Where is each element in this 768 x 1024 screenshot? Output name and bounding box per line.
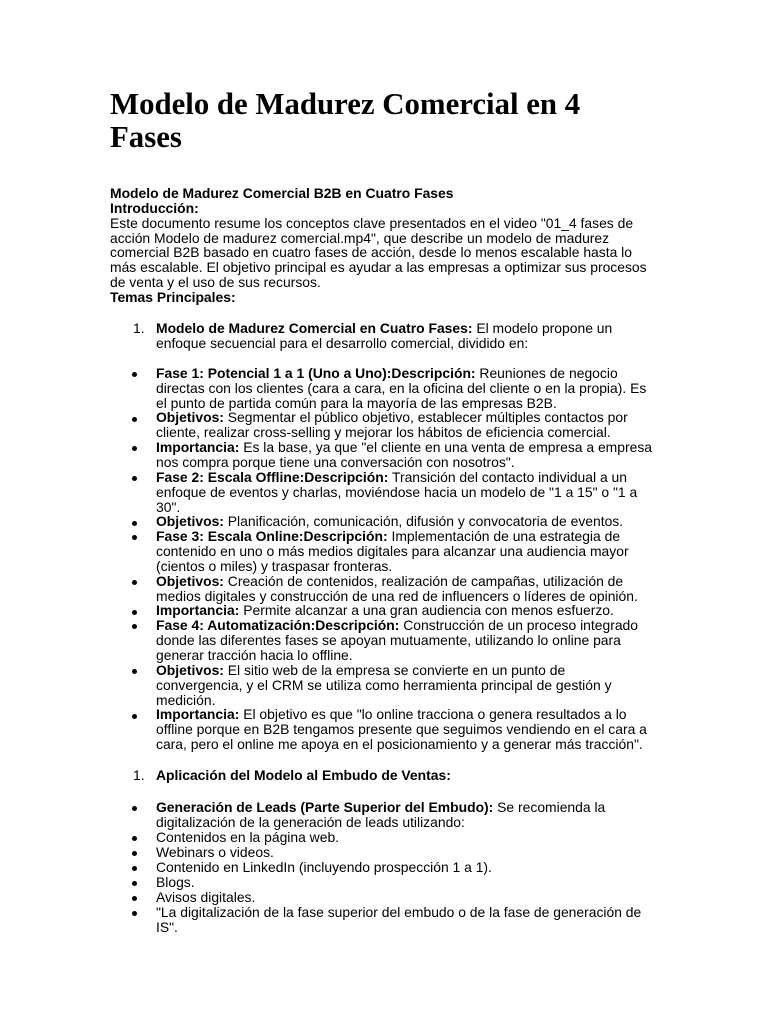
numbered-item <box>110 768 730 783</box>
bullet-item <box>110 890 730 905</box>
item-text: Planificación, comunicación, difusión y convocatoria de eventos. <box>227 513 624 530</box>
item-text: Construcción de un proceso integrado donde las diferentes fases se apoyan mutuamente, utilizando lo online para generar tracción hacia lo offline. <box>156 617 639 663</box>
bullet-marker <box>132 911 137 916</box>
bullet-marker <box>132 610 137 615</box>
item-text: Permite alcanzar a una gran audiencia con menos esfuerzo. <box>243 602 614 619</box>
bullet-item <box>110 875 730 890</box>
bullet-marker <box>132 866 137 871</box>
item-text: El objetivo es que "lo online tracciona o genera resultados a lo offline porque en B2B tengamos presente que seguimos vendiendo en el cara a cara, pero el online me apoya en el posicionamiento y a generar más tracción". <box>156 706 647 753</box>
bullet-marker <box>132 580 137 585</box>
item-label: Fase 3: Escala Online:Descripción: <box>156 528 388 545</box>
document-title: Modelo de Madurez Comercial en 4 Fases <box>110 87 581 154</box>
bullet-list-embudo <box>110 800 730 935</box>
bullet-item-objetivos <box>110 514 730 529</box>
bullet-item-objetivos <box>110 574 730 604</box>
bullet-marker <box>132 476 137 481</box>
item-text: Webinars o videos. <box>156 843 274 860</box>
item-label: Fase 2: Escala Offline:Descripción: <box>156 468 389 485</box>
item-text: Creación de contenidos, realización de campañas, utilización de medios digitales y construcción de una red de influencers o líderes de opinión. <box>156 572 638 604</box>
bullet-item-fase-3 <box>110 529 730 574</box>
bullet-marker <box>132 806 137 811</box>
item-label: Aplicación del Modelo al Embudo de Ventas: <box>156 766 451 783</box>
item-text: Avisos digitales. <box>156 888 256 905</box>
list-number: 1. <box>133 319 145 336</box>
bullet-list-fases <box>110 366 730 752</box>
item-text: Reuniones de negocio directas con los clientes (cara a cara, en la oficina del cliente o en la propia). Es el punto de partida común para la mayoría de las empresas B2B. <box>156 364 647 411</box>
item-text: El sitio web de la empresa se convierte en un punto de convergencia, y el CRM se utiliza como herramienta principal de gestión y medición. <box>156 661 612 708</box>
item-text: Transición del contacto individual a un enfoque de eventos y charlas, moviéndose hacia un modelo de "1 a 15" o "1 a 30". <box>156 468 638 515</box>
bullet-marker <box>132 881 137 886</box>
item-text: Segmentar el público objetivo, establecer múltiples contactos por cliente, realizar cross-selling y mejorar los hábitos de eficiencia comercial. <box>156 409 628 441</box>
bullet-item-objetivos <box>110 410 730 440</box>
bullet-marker <box>132 669 137 674</box>
bullet-item-fase-4 <box>110 618 730 663</box>
item-label: Modelo de Madurez Comercial en Cuatro Fases: <box>156 319 473 336</box>
item-label: Objetivos: <box>156 572 224 589</box>
item-text: Se recomienda la digitalización de la generación de leads utilizando: <box>156 798 606 830</box>
bullet-item-fase-1 <box>110 366 730 411</box>
bullet-marker <box>132 624 137 629</box>
item-label: Importancia: <box>156 602 240 619</box>
bullet-item <box>110 830 730 845</box>
intro-label: Introducción: <box>110 199 199 216</box>
bullet-item-generacion-leads <box>110 800 730 830</box>
item-label: Objetivos: <box>156 661 224 678</box>
bullet-marker <box>132 851 137 856</box>
document-subtitle: Modelo de Madurez Comercial B2B en Cuatro Fases <box>110 185 454 201</box>
document-body <box>110 186 730 935</box>
item-text: El modelo propone un enfoque secuencial para el desarrollo comercial, dividido en: <box>156 319 613 351</box>
bullet-marker <box>132 535 137 540</box>
numbered-item <box>110 321 730 351</box>
bullet-marker <box>132 714 137 719</box>
numbered-list-modelo <box>110 321 730 351</box>
item-label: Importancia: <box>156 439 240 456</box>
list-number: 1. <box>133 766 145 783</box>
bullet-item-quote <box>110 905 730 935</box>
item-label: Objetivos: <box>156 409 224 426</box>
topics-label: Temas Principales: <box>110 288 236 305</box>
item-text: Contenidos en la página web. <box>156 828 340 845</box>
item-label: Fase 1: Potencial 1 a 1 (Uno a Uno):Descripción: <box>156 364 476 381</box>
bullet-marker <box>132 417 137 422</box>
item-text: Contenido en LinkedIn (incluyendo prospección 1 a 1). <box>156 858 492 875</box>
bullet-item-importancia <box>110 603 730 618</box>
item-text: Es la base, ya que "el cliente en una venta de empresa a empresa nos compra porque tiene una conversación con nosotros". <box>156 439 653 470</box>
bullet-marker <box>132 521 137 526</box>
bullet-item-importancia <box>110 440 730 470</box>
item-label: Fase 4: Automatización:Descripción: <box>156 617 400 634</box>
item-text: Implementación de una estrategia de contenido en uno o más medios digitales para alcanzar una audiencia mayor (cientos o miles) y traspasar fronteras. <box>156 528 629 574</box>
bullet-marker <box>132 896 137 901</box>
bullet-item <box>110 860 730 875</box>
bullet-item <box>110 845 730 860</box>
item-label: Importancia: <box>156 706 240 723</box>
intro-paragraph: Este documento resume los conceptos clave presentados en el video "01_4 fases de acción Modelo de madurez comercial.mp4", que describe un modelo de madurez comercial B2B basado en cuatro fases de acción, desde lo menos escalable hasta lo más escalable. El objetivo principal es ayudar a las empresas a optimizar sus procesos de venta y el uso de sus recursos. <box>110 214 647 291</box>
item-label: Generación de Leads (Parte Superior del Embudo): <box>156 798 494 815</box>
bullet-marker <box>132 836 137 841</box>
bullet-item-importancia <box>110 707 730 752</box>
bullet-marker <box>132 372 137 377</box>
item-text: Blogs. <box>156 873 195 890</box>
item-text: "La digitalización de la fase superior del embudo o de la fase de generación de IS". <box>156 903 642 935</box>
item-label: Objetivos: <box>156 513 224 530</box>
bullet-marker <box>132 446 137 451</box>
numbered-list-embudo <box>110 768 730 783</box>
bullet-item-objetivos <box>110 663 730 708</box>
bullet-item-fase-2 <box>110 470 730 515</box>
